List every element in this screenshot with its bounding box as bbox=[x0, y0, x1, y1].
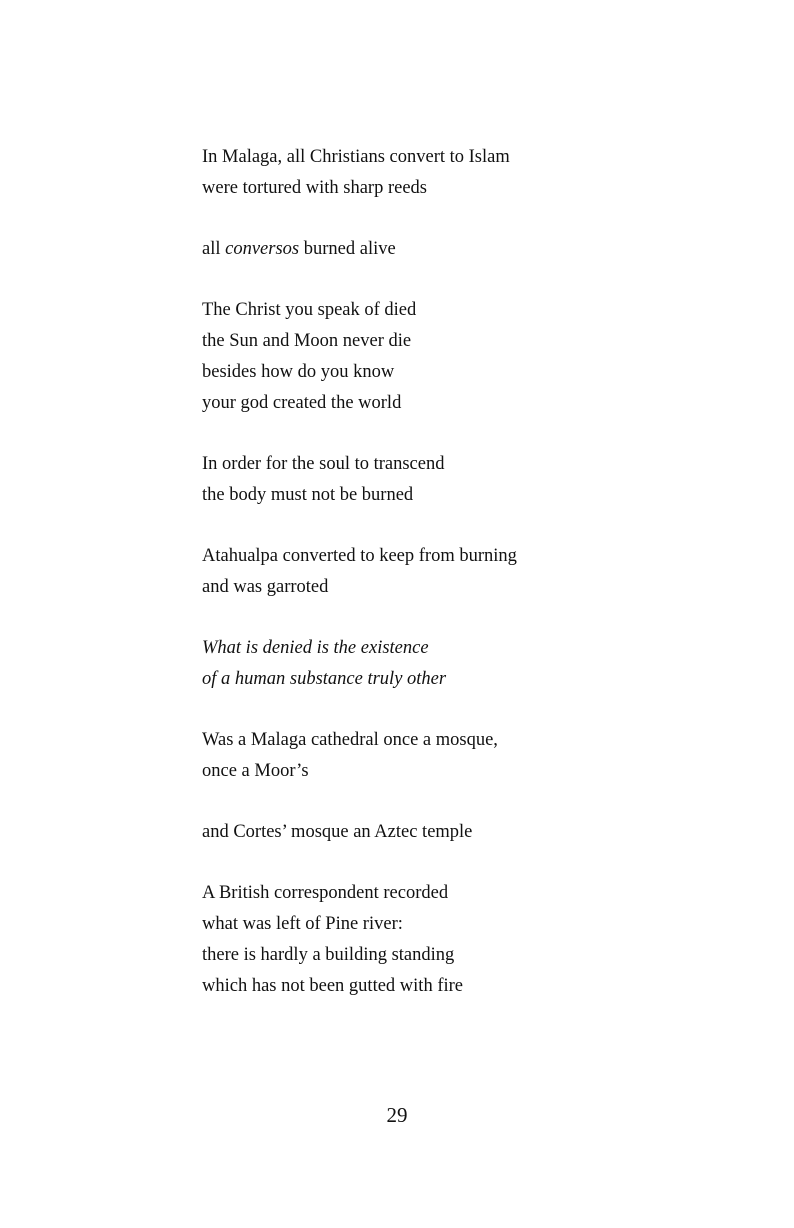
stanza-5 bbox=[202, 541, 622, 603]
poem-line: In Malaga, all Christians convert to Islam bbox=[202, 147, 510, 167]
poem-line: A British correspondent recorded bbox=[202, 883, 449, 903]
poem-line: and was garroted bbox=[202, 577, 329, 597]
poem-line: which has not been gutted with fire bbox=[202, 976, 463, 996]
line-suffix: burned alive bbox=[299, 239, 396, 259]
stanza-9 bbox=[202, 878, 622, 1002]
stanza-8 bbox=[202, 817, 622, 848]
stanza-3 bbox=[202, 295, 622, 419]
poem-line: there is hardly a building standing bbox=[202, 945, 455, 965]
italic-word: conversos bbox=[225, 239, 300, 259]
poem-line: once a Moor’s bbox=[202, 761, 309, 781]
poem-line: The Christ you speak of died bbox=[202, 300, 417, 320]
stanza-4 bbox=[202, 449, 622, 511]
poem-line: Was a Malaga cathedral once a mosque, bbox=[202, 730, 498, 750]
poem-line: your god created the world bbox=[202, 393, 402, 413]
poem-line: besides how do you know bbox=[202, 362, 395, 382]
stanza-1 bbox=[202, 142, 622, 204]
poem-line: Atahualpa converted to keep from burning bbox=[202, 546, 517, 566]
poem-line: of a human substance truly other bbox=[202, 669, 447, 689]
poem-line: What is denied is the existence bbox=[202, 638, 429, 658]
poem-line: the body must not be burned bbox=[202, 485, 414, 505]
stanza-2 bbox=[202, 234, 622, 265]
poem bbox=[202, 142, 622, 1002]
page-number: 29 bbox=[386, 1103, 408, 1127]
stanza-7 bbox=[202, 725, 622, 787]
line-prefix: all bbox=[202, 239, 226, 259]
poem-line: were tortured with sharp reeds bbox=[202, 178, 427, 198]
poem-line bbox=[202, 234, 622, 265]
poem-line: what was left of Pine river: bbox=[202, 914, 403, 934]
poem-line: the Sun and Moon never die bbox=[202, 331, 412, 351]
poem-line: and Cortes’ mosque an Aztec temple bbox=[202, 822, 473, 842]
poem-line: In order for the soul to transcend bbox=[202, 454, 445, 474]
stanza-6-italic bbox=[202, 633, 622, 695]
